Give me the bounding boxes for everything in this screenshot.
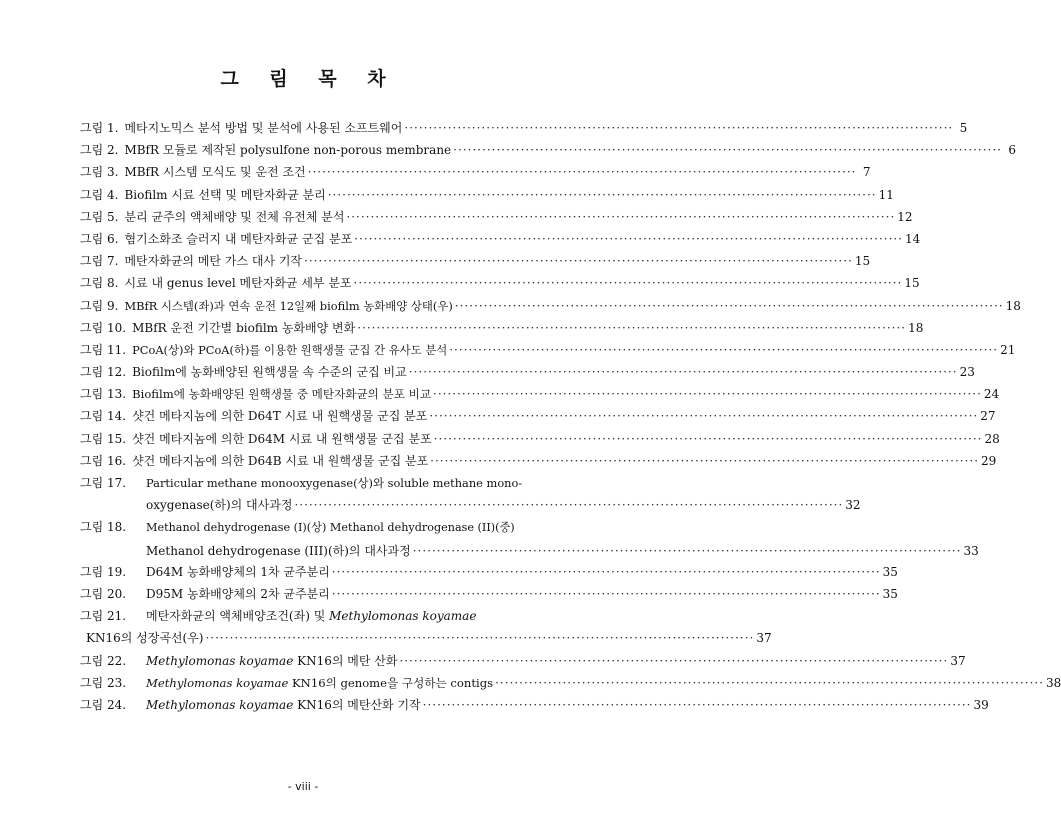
page-number: - viii -	[287, 780, 319, 793]
entry-text: 혐기소화조 슬러지 내 메탄자화균 군집 분포	[124, 231, 353, 246]
entry-page: 5	[959, 121, 968, 135]
dot-leader	[453, 139, 1002, 161]
toc-entry-19[interactable]	[80, 561, 898, 583]
entry-label: 그림 14.	[80, 409, 127, 424]
entry-page: 29	[981, 453, 997, 468]
entry-label: 그림 16.	[80, 453, 127, 468]
entry-text: MBfR 시스템 모식도 및 운전 조건	[124, 165, 306, 180]
entry-text	[146, 650, 397, 672]
toc-entry-11[interactable]	[80, 339, 1016, 361]
entry-text: 시료 내 genus level 메탄자화균 세부 분포	[124, 276, 352, 291]
dot-leader	[433, 383, 982, 405]
toc-entry-3[interactable]	[80, 161, 871, 183]
entry-text: D64M 농화배양체의 1차 균주분리	[146, 564, 330, 579]
entry-page: 27	[980, 409, 996, 424]
entry-text	[146, 694, 421, 716]
entry-label: 그림 9.	[80, 298, 119, 313]
toc-entry-5[interactable]	[80, 206, 913, 228]
toc-entry-1[interactable]	[80, 117, 968, 139]
dot-leader	[399, 650, 948, 672]
toc-entry-22[interactable]	[80, 650, 966, 672]
dot-leader	[294, 494, 843, 516]
entry-label: 그림 2.	[80, 143, 119, 158]
toc-entry-4[interactable]	[80, 184, 894, 206]
toc-entry-14[interactable]	[80, 405, 996, 427]
dot-leader	[346, 206, 895, 228]
dot-leader	[409, 361, 958, 383]
dot-leader	[430, 450, 979, 472]
entry-text: Methanol dehydrogenase (I)(상) Methanol dehydrogenase (II)(중)	[146, 521, 515, 535]
entry-label: 그림 19.	[80, 564, 127, 579]
entry-label: 그림 15.	[80, 431, 127, 446]
species-name: Methylomonas koyamae	[329, 609, 477, 624]
entry-label: 그림 20.	[80, 586, 127, 601]
dot-leader	[328, 184, 877, 206]
toc-entry-24[interactable]	[80, 694, 989, 716]
entry-text-plain: KN16의 genome을 구성하는 contigs	[288, 675, 494, 690]
entry-text-line2: oxygenase(하)의 대사과정	[146, 498, 293, 513]
entry-text	[146, 605, 476, 627]
entry-text-line2: KN16의 성장곡선(우)	[86, 631, 204, 646]
dot-leader	[304, 250, 853, 272]
entry-label: 그림 11.	[80, 342, 127, 357]
figure-list	[80, 117, 1061, 716]
entry-page: 18	[1005, 298, 1021, 313]
entry-text: 샷건 메타지놈에 의한 D64M 시료 내 원핵생물 군집 분포	[132, 431, 432, 446]
species-name: Methylomonas koyamae	[146, 653, 294, 668]
entry-text-plain: 메탄자화균의 액체배양조건(좌) 및	[146, 609, 330, 624]
entry-page: 35	[882, 564, 898, 579]
entry-text-plain: KN16의 메탄산화 기작	[293, 697, 421, 712]
toc-entry-10[interactable]	[80, 317, 924, 339]
toc-entry-2[interactable]	[80, 139, 1017, 161]
entry-text: Biofilm 시료 선택 및 메탄자화균 분리	[124, 187, 326, 202]
toc-entry-8[interactable]	[80, 272, 920, 294]
page-title: 그 림 목 차	[220, 68, 398, 90]
entry-text	[146, 672, 493, 694]
entry-page: 18	[908, 320, 924, 335]
entry-page: 33	[963, 543, 979, 558]
entry-page: 32	[845, 498, 861, 513]
entry-page: 24	[983, 387, 1000, 402]
toc-entry-7[interactable]	[80, 250, 871, 272]
toc-entry-9[interactable]	[80, 295, 1021, 317]
entry-text: 샷건 메타지놈에 의한 D64B 시료 내 원핵생물 군집 분포	[132, 453, 429, 468]
entry-text: 분리 균주의 액체배양 및 전체 유전체 분석	[124, 209, 345, 224]
toc-entry-15[interactable]	[80, 428, 1000, 450]
entry-text: 샷건 메타지놈에 의한 D64T 시료 내 원핵생물 군집 분포	[132, 409, 428, 424]
dot-leader	[404, 117, 953, 139]
entry-page: 12	[897, 209, 913, 224]
entry-text: 메탄자화균의 메탄 가스 대사 기작	[124, 254, 303, 269]
entry-text: D95M 농화배양체의 2차 균주분리	[146, 586, 330, 601]
toc-entry-6[interactable]	[80, 228, 921, 250]
dot-leader	[332, 583, 881, 605]
dot-leader	[429, 405, 978, 427]
entry-page: 11	[878, 187, 894, 202]
entry-text: 메타지노믹스 분석 방법 및 분석에 사용된 소프트웨어	[124, 121, 403, 135]
entry-text: MBfR 모듈로 제작된 polysulfone non-porous membrane	[124, 143, 452, 158]
toc-entry-23[interactable]	[80, 672, 1061, 694]
entry-label: 그림 7.	[80, 254, 119, 269]
dot-leader	[354, 228, 903, 250]
entry-label: 그림 23.	[80, 675, 127, 690]
entry-page: 39	[973, 697, 989, 712]
entry-text: Particular methane monooxygenase(상)와 soluble methane mono-	[146, 476, 523, 490]
entry-text-plain: KN16의 메탄 산화	[293, 653, 398, 668]
entry-page: 38	[1045, 675, 1061, 690]
entry-page: 35	[882, 586, 898, 601]
entry-label: 그림 5.	[80, 209, 119, 224]
entry-text: MBfR 운전 기간별 biofilm 농화배양 변화	[132, 320, 356, 335]
toc-entry-20[interactable]	[80, 583, 898, 605]
entry-label: 그림 13.	[80, 387, 127, 402]
dot-leader	[455, 295, 1004, 317]
entry-label: 그림 17.	[80, 476, 127, 490]
entry-page: 21	[1000, 342, 1016, 357]
toc-entry-21[interactable]	[80, 605, 772, 649]
entry-text: Biofilm에 농화배양된 원핵생물 속 수준의 군집 비교	[132, 365, 407, 380]
dot-leader	[423, 694, 972, 716]
entry-label: 그림 4.	[80, 187, 119, 202]
dot-leader	[332, 561, 881, 583]
dot-leader	[205, 627, 754, 649]
entry-label: 그림 1.	[80, 121, 119, 135]
entry-label: 그림 6.	[80, 231, 119, 246]
entry-page: 23	[959, 365, 975, 380]
species-name: Methylomonas koyamae	[146, 697, 294, 712]
species-name: Methylomonas koyamae	[146, 675, 289, 690]
toc-entry-13[interactable]	[80, 383, 1000, 405]
toc-entry-12[interactable]	[80, 361, 975, 383]
entry-page: 15	[854, 254, 871, 269]
entry-label: 그림 18.	[80, 520, 127, 535]
entry-page: 7	[862, 165, 871, 180]
entry-page: 14	[905, 231, 921, 246]
entry-text: PCoA(상)와 PCoA(하)를 이용한 원핵생물 군집 간 유사도 분석	[132, 342, 448, 357]
entry-label: 그림 3.	[80, 165, 119, 180]
dot-leader	[354, 272, 903, 294]
dot-leader	[357, 317, 906, 339]
entry-text-line2: Methanol dehydrogenase (III)(하)의 대사과정	[146, 543, 411, 558]
dot-leader	[495, 672, 1044, 694]
entry-label: 그림 8.	[80, 276, 119, 291]
entry-page: 15	[904, 276, 920, 291]
dot-leader	[449, 339, 998, 361]
toc-entry-18[interactable]	[80, 516, 979, 560]
entry-text: MBfR 시스템(좌)과 연속 운전 12일째 biofilm 농화배양 상태(우)	[124, 298, 453, 313]
dot-leader	[308, 161, 857, 183]
dot-leader	[434, 428, 983, 450]
entry-page: 37	[950, 653, 966, 668]
dot-leader	[413, 540, 962, 562]
entry-label: 그림 10.	[80, 320, 127, 335]
entry-label: 그림 24.	[80, 697, 127, 712]
entry-label: 그림 21.	[80, 609, 127, 624]
entry-text: Biofilm에 농화배양된 원핵생물 중 메탄자화균의 분포 비교	[132, 387, 432, 402]
entry-page: 6	[1008, 143, 1017, 158]
toc-entry-17[interactable]	[80, 472, 861, 516]
entry-page: 37	[756, 631, 772, 646]
entry-label: 그림 12.	[80, 365, 127, 380]
toc-entry-16[interactable]	[80, 450, 997, 472]
entry-page: 28	[984, 431, 1000, 446]
entry-label: 그림 22.	[80, 653, 127, 668]
